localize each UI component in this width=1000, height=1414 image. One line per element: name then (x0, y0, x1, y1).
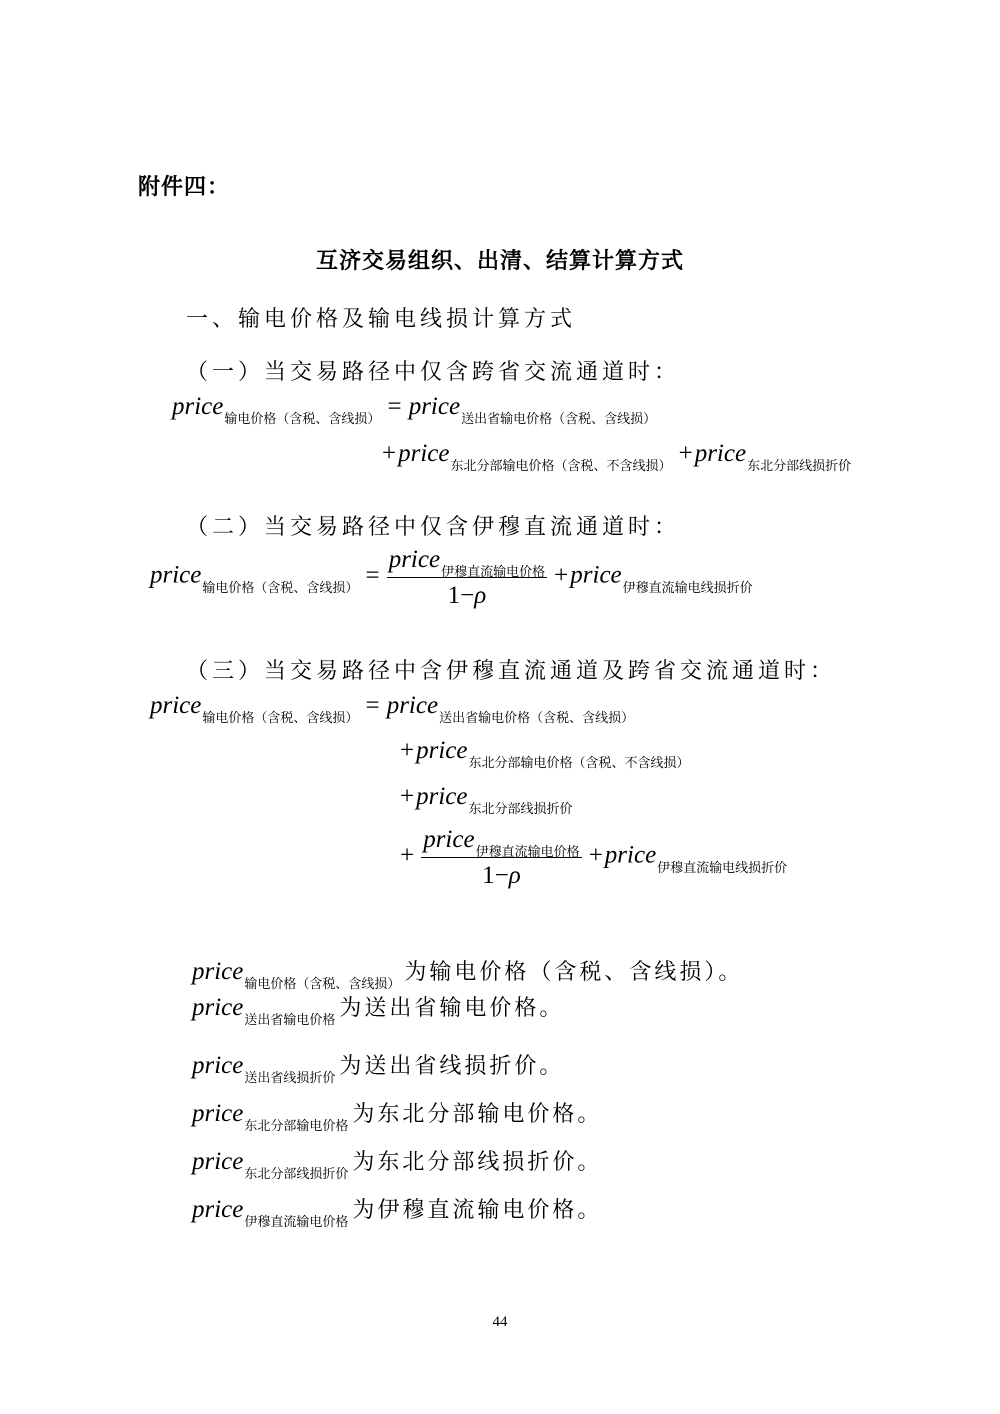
definition-text: 为送出省线损折价。 (339, 1054, 565, 1079)
price-symbol: price (416, 783, 468, 810)
definition-text: 为输电价格（含税、含线损）。 (404, 960, 744, 985)
definition-text: 为东北分部线损折价。 (352, 1150, 603, 1175)
definition-text: 为东北分部输电价格。 (352, 1102, 603, 1127)
formula-3-line-3 (398, 783, 573, 817)
subscript: 伊穆直流输电价格 (441, 565, 546, 580)
price-symbol: price (398, 440, 450, 467)
price-symbol: price (604, 841, 657, 869)
formula-3-line-1 (150, 692, 635, 726)
definition-item (192, 955, 744, 992)
rho-symbol: ρ (474, 582, 487, 609)
subscript: 东北分部线损折价 (747, 459, 852, 474)
fraction-numerator (421, 826, 581, 858)
equals-sign: = (365, 561, 380, 589)
plus-sign: + (382, 440, 397, 467)
price-symbol: price (570, 561, 622, 589)
subscript: 东北分部输电价格（含税、不含线损） (468, 756, 690, 771)
definition-text: 为送出省输电价格。 (339, 996, 565, 1021)
one: 1 (447, 582, 461, 609)
equals-sign: = (387, 393, 402, 420)
subscript: 伊穆直流输电线损折价 (622, 580, 753, 596)
formula-2 (150, 546, 753, 610)
one: 1 (482, 862, 495, 889)
minus-sign: − (460, 582, 475, 609)
subscript: 送出省输电价格（含税、含线损） (461, 412, 657, 427)
fraction-denominator (421, 858, 581, 890)
subscript: 输电价格（含税、含线损） (202, 711, 359, 726)
subscript: 输电价格（含税、含线损） (202, 580, 359, 596)
price-symbol: price (192, 1148, 244, 1175)
rho-symbol: ρ (508, 862, 521, 889)
price-symbol: price (150, 692, 202, 719)
price-symbol: price (386, 692, 439, 719)
subscript: 东北分部输电价格 (244, 1119, 349, 1134)
price-symbol: price (150, 561, 202, 589)
subscript: 东北分部线损折价 (468, 802, 573, 817)
price-symbol: price (416, 737, 468, 764)
formula-1-line-1 (172, 393, 657, 427)
definition-item (192, 1049, 565, 1086)
definition-item (192, 1097, 603, 1134)
plus-sign: + (588, 841, 603, 869)
subscript: 东北分部线损折价 (244, 1167, 349, 1182)
fraction (421, 826, 581, 890)
annex-label: 附件四： (138, 175, 231, 200)
price-symbol: price (192, 1196, 244, 1223)
plus-sign: + (678, 440, 693, 467)
definition-item (192, 1145, 603, 1182)
fraction-numerator (387, 546, 547, 578)
formula-3-line-2 (398, 737, 690, 771)
equals-sign: = (365, 692, 380, 719)
price-symbol: price (192, 1052, 244, 1079)
price-symbol: price (192, 994, 244, 1021)
subscript: 东北分部输电价格（含税、不含线损） (450, 459, 672, 474)
price-symbol: price (192, 1100, 244, 1127)
definition-text: 为伊穆直流输电价格。 (352, 1198, 603, 1223)
page-number: 44 (492, 1314, 508, 1330)
subscript: 送出省输电价格（含税、含线损） (439, 711, 635, 726)
definition-item (192, 991, 565, 1028)
fraction-denominator (387, 578, 547, 610)
minus-sign: − (494, 862, 509, 889)
formula-1-line-2 (380, 440, 852, 474)
plus-sign: + (400, 737, 415, 764)
case-1-heading: （一）当交易路径中仅含跨省交流通道时： (186, 360, 681, 385)
formula-3-line-4 (398, 826, 787, 890)
definition-item (192, 1193, 603, 1230)
case-3-heading: （三）当交易路径中含伊穆直流通道及跨省交流通道时： (186, 659, 837, 684)
price-symbol: price (423, 826, 475, 853)
plus-sign: + (400, 841, 415, 869)
subscript: 伊穆直流输电价格 (244, 1215, 349, 1230)
subscript: 送出省输电价格 (244, 1013, 336, 1028)
fraction (387, 546, 547, 610)
subscript: 伊穆直流输电线损折价 (657, 860, 788, 876)
subscript: 输电价格（含税、含线损） (244, 977, 401, 992)
price-symbol: price (694, 440, 747, 467)
subscript: 输电价格（含税、含线损） (224, 412, 381, 427)
subscript: 送出省线损折价 (244, 1071, 336, 1086)
subscript: 伊穆直流输电价格 (475, 845, 580, 860)
plus-sign: + (400, 783, 415, 810)
price-symbol: price (172, 393, 224, 420)
case-2-heading: （二）当交易路径中仅含伊穆直流通道时： (186, 515, 681, 540)
price-symbol: price (408, 393, 461, 420)
plus-sign: + (554, 561, 569, 589)
price-symbol: price (388, 546, 441, 573)
section-heading-1: 一、输电价格及输电线损计算方式 (186, 307, 577, 332)
document-title: 互济交易组织、出清、结算计算方式 (315, 249, 684, 274)
price-symbol: price (192, 958, 244, 985)
